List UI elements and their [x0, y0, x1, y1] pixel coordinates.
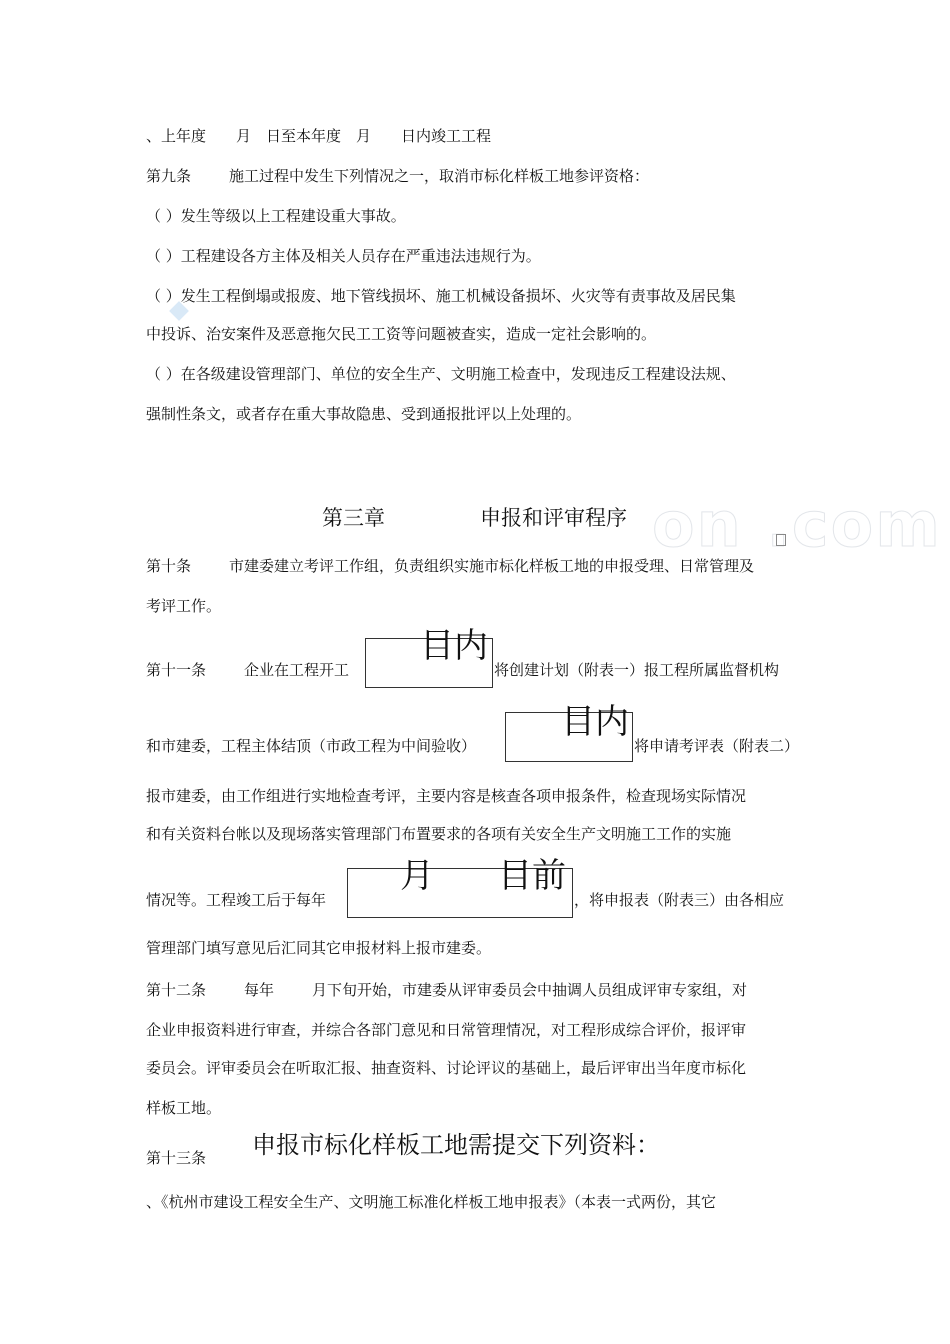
article-12-label: 第十二条: [146, 981, 207, 999]
chapter-title: 申报和评审程序: [480, 506, 627, 530]
article-10-label: 第十条: [146, 557, 192, 575]
article-9-label: 第九条: [146, 167, 192, 185]
article-10: [146, 556, 754, 576]
watermark-text: on .com: [652, 488, 942, 561]
article-11-post: 将创建计划（附表一）报工程所属监督机构: [494, 661, 780, 679]
text-line-17: 管理部门填写意见后汇同其它申报材料上报市建委。: [146, 939, 492, 957]
article-9: [146, 166, 649, 186]
article-9-text: 施工过程中发生下列情况之一，取消市标化样板工地参评资格：: [229, 167, 650, 185]
text-line-19: 企业申报资料进行审查，并综合各部门意见和日常管理情况，对工程形成综合评价，报评审: [146, 1021, 747, 1039]
text-line-16-post: ，将申报表（附表三）由各相应: [574, 891, 785, 909]
text-line-13-post: 将申请考评表（附表二）: [634, 737, 800, 755]
article-12-text: 月下旬开始，市建委从评审委员会中抽调人员组成评审专家组，对: [312, 981, 748, 999]
blank-box-3-month: 月: [400, 856, 434, 896]
text-line-11: 考评工作。: [146, 597, 222, 615]
article-11: [146, 660, 349, 680]
blank-box-1-text: 目内: [420, 626, 488, 666]
article-12-each-year: 每年: [244, 981, 275, 999]
text-line-14: 报市建委，由工作组进行实地检查考评，主要内容是核查各项申报条件，检查现场实际情况: [146, 787, 747, 805]
text-line-15: 和有关资料台帐以及现场落实管理部门布置要求的各项有关安全生产文明施工工作的实施: [146, 825, 732, 843]
text-line-1: 、上年度 月 日至本年度 月 日内竣工工程: [146, 127, 492, 145]
article-11-pre: 企业在工程开工: [244, 661, 350, 679]
text-line-20: 委员会。评审委员会在听取汇报、抽查资料、讨论评议的基础上，最后评审出当年度市标化: [146, 1059, 747, 1077]
blank-box-2-text: 目内: [561, 702, 629, 742]
chapter-number: 第三章: [322, 506, 385, 530]
blank-box-3-text: 目前: [498, 856, 566, 896]
article-10-text: 市建委建立考评工作组，负责组织实施市标化样板工地的申报受理、日常管理及: [229, 557, 755, 575]
text-line-8: 强制性条文，或者存在重大事故隐患、受到通报批评以上处理的。: [146, 405, 582, 423]
text-line-13-pre: 和市建委，工程主体结顶（市政工程为中间验收）: [146, 737, 477, 755]
text-line-21: 样板工地。: [146, 1099, 222, 1117]
text-line-3: （ ）发生等级以上工程建设重大事故。: [146, 207, 406, 225]
text-line-6: 中投诉、治安案件及恶意拖欠民工工资等问题被查实，造成一定社会影响的。: [146, 325, 657, 343]
article-13-label: 第十三条: [146, 1149, 207, 1167]
article-11-label: 第十一条: [146, 661, 207, 679]
text-line-16-pre: 情况等。工程竣工后于每年: [146, 891, 327, 909]
text-line-5: （ ）发生工程倒塌或报废、地下管线损坏、施工机械设备损坏、火灾等有责事故及居民集: [146, 287, 736, 305]
article-12: [146, 980, 747, 1000]
article-13-heading: 申报市标化样板工地需提交下列资料：: [252, 1131, 660, 1159]
text-line-4: （ ）工程建设各方主体及相关人员存在严重违法违规行为。: [146, 247, 541, 265]
text-line-23: 、《杭州市建设工程安全生产、文明施工标准化样板工地申报表》（本表一式两份，其它: [146, 1193, 717, 1211]
small-box-mark: [776, 534, 786, 546]
text-line-7: （ ）在各级建设管理部门、单位的安全生产、文明施工检查中，发现违反工程建设法规、: [146, 365, 736, 383]
